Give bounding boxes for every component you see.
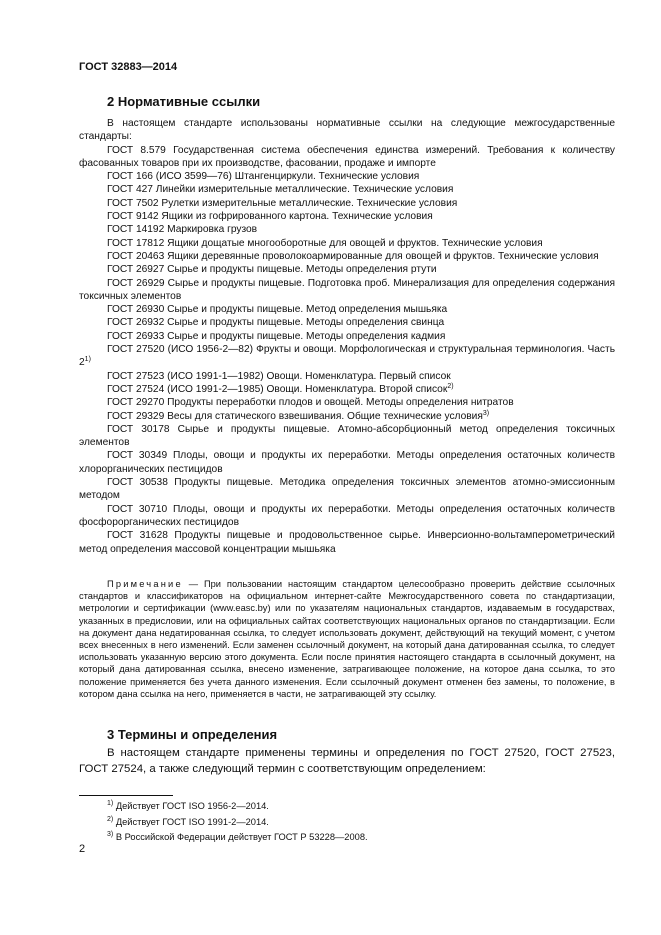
note-paragraph <box>79 578 615 700</box>
footnote <box>107 799 368 815</box>
ref-item: ГОСТ 26929 Сырье и продукты пищевые. Подготовка проб. Минерализация для определения содержания токсичных элементов <box>79 277 615 302</box>
ref-text: ГОСТ 27520 (ИСО 1956-2—82) Фрукты и овощи. Морфологическая и структуральная терминология. Часть 2 <box>79 344 615 369</box>
footnote-separator <box>79 795 173 796</box>
ref-item: ГОСТ 26927 Сырье и продукты пищевые. Методы определения ртути <box>107 264 437 276</box>
ref-item: ГОСТ 30538 Продукты пищевые. Методика определения токсичных элементов атомно-эмиссионным методом <box>79 477 615 502</box>
note-text: — При пользовании настоящим стандартом целесообразно проверить действие ссылочных стандартов и классификаторов на официальном интернет-сайте Межгосударственного совета по стандартизации, метрологии и сертификации (www.easc.by) или по указателям национальных стандартов, издаваемым в государствах, указанных в предисловии, или на официальных сайтах соответствующих национальных органов по стандартизации. Если на документ дана недатированная ссылка, то следует использовать документ, действующий на текущий момент, с учетом всех внесенных в него изменений. Если заменен ссылочный документ, на который дана датированная ссылка, то следует использовать указанную версию этого документа. Если после принятия настоящего стандарта в ссылочный документ, на который дана датированная ссылка, внесено изменение, затрагивающее положение, на которое дана ссылка, то это положение применяется без учета данного изменения. Если ссылочный документ отменен без замены, то положение, в котором дана ссылка на него, применяется в части, не затрагивающей эту ссылку. <box>79 579 615 699</box>
footnote-mark: 1) <box>107 800 114 807</box>
section-3-title: 3 Термины и определения <box>107 727 278 742</box>
footnote <box>107 815 368 831</box>
section-3-text: В настоящем стандарте применены термины и определения по ГОСТ 27520, ГОСТ 27523, ГОСТ 27524, а также следующий термин с соответствующим определением: <box>79 747 615 775</box>
section-2-title: 2 Нормативные ссылки <box>107 94 261 109</box>
ref-item: ГОСТ 29270 Продукты переработки плодов и овощей. Методы определения нитратов <box>107 397 514 409</box>
ref-text: ГОСТ 29329 Весы для статического взвешивания. Общие технические условия <box>107 410 483 422</box>
ref-item: ГОСТ 27523 (ИСО 1991-1—1982) Овощи. Номенклатура. Первый список <box>107 370 451 382</box>
note-block <box>79 578 615 700</box>
document-id-header: ГОСТ 32883—2014 <box>79 61 178 73</box>
ref-item: ГОСТ 26930 Сырье и продукты пищевые. Метод определения мышьяка <box>107 304 448 316</box>
ref-item: ГОСТ 9142 Ящики из гофрированного картона. Технические условия <box>107 211 433 223</box>
ref-item: ГОСТ 31628 Продукты пищевые и продовольственное сырье. Инверсионно-вольтамперометрический метод определения массовой концентрации мышьяка <box>79 530 615 555</box>
footnote-text: В Российской Федерации действует ГОСТ Р 53228—2008. <box>115 832 368 842</box>
ref-item-27520 <box>79 343 615 370</box>
ref-item: ГОСТ 26933 Сырье и продукты пищевые. Методы определения кадмия <box>107 330 446 342</box>
ref-item: ГОСТ 427 Линейки измерительные металлические. Технические условия <box>107 184 454 196</box>
ref-item: ГОСТ 20463 Ящики деревянные проволокоармированные для овощей и фруктов. Технические условия <box>107 250 599 262</box>
ref-item: ГОСТ 26932 Сырье и продукты пищевые. Методы определения свинца <box>107 317 445 329</box>
ref-item-27524 <box>79 383 615 396</box>
ref-item: ГОСТ 17812 Ящики дощатые многооборотные для овощей и фруктов. Технические условия <box>107 237 543 249</box>
footnote <box>107 830 368 846</box>
ref-item: ГОСТ 7502 Рулетки измерительные металлические. Технические условия <box>107 197 458 209</box>
section-3-body <box>79 745 615 777</box>
ref-item: ГОСТ 30349 Плоды, овощи и продукты их переработки. Методы определения остаточных количеств хлорорганических пестицидов <box>79 450 615 475</box>
footnote-text: Действует ГОСТ ISO 1991-2—2014. <box>115 816 269 827</box>
footnote-mark: 3) <box>482 409 490 417</box>
footnote-mark: 1) <box>84 356 91 364</box>
footnote-mark: 2) <box>107 815 114 823</box>
section-2-intro: В настоящем стандарте использованы нормативные ссылки на следующие межгосударственные стандарты: <box>79 118 615 143</box>
ref-item: ГОСТ 30178 Сырье и продукты пищевые. Атомно-абсорбционный метод определения токсичных элементов <box>79 423 615 449</box>
ref-item: ГОСТ 8.579 Государственная система обеспечения единства измерений. Требования к количеству фасованных товаров при их производстве, фасовании, продаже и импорте <box>79 144 615 169</box>
footnote-mark: 3) <box>107 831 114 838</box>
ref-item: ГОСТ 166 (ИСО 3599—76) Штангенциркули. Технические условия <box>107 171 420 183</box>
section-2-body <box>79 117 615 556</box>
ref-text: ГОСТ 27524 (ИСО 1991-2—1985) Овощи. Номенклатура. Второй список <box>107 383 448 395</box>
ref-item: ГОСТ 30710 Плоды, овощи и продукты их переработки. Методы определения остаточных количеств фосфорорганических пестицидов <box>79 503 615 528</box>
footnotes <box>107 799 368 846</box>
footnote-text: Действует ГОСТ ISO 1956-2—2014. <box>115 801 269 811</box>
ref-item: ГОСТ 14192 Маркировка грузов <box>107 224 258 236</box>
note-label: Примечание <box>107 579 183 589</box>
page-number: 2 <box>79 843 86 855</box>
footnote-mark: 2) <box>447 382 454 390</box>
ref-item-29329 <box>79 410 615 423</box>
